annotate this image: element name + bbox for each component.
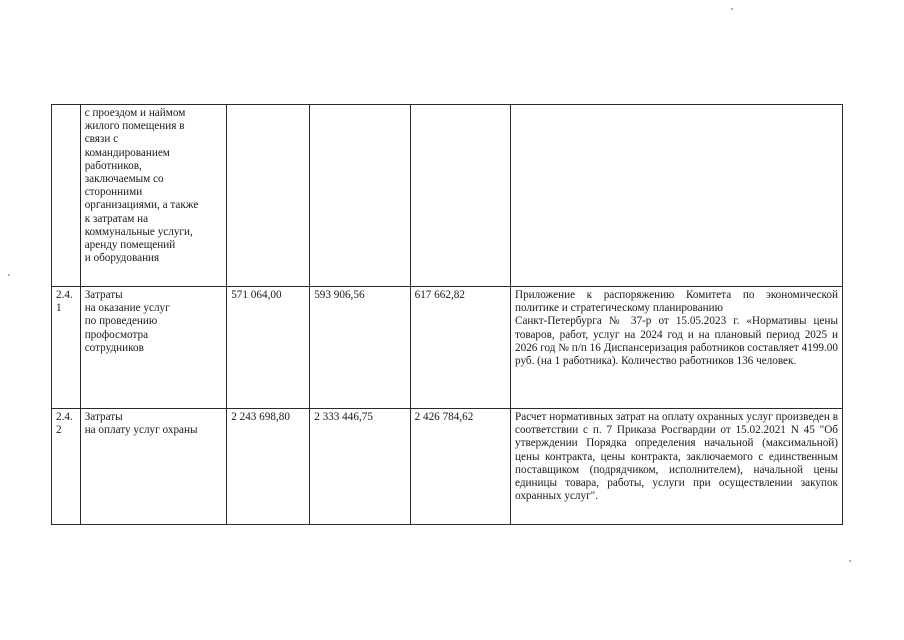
- cost-name-cell: Затраты на оплату услуг охраны: [80, 409, 227, 525]
- table-row: [52, 105, 843, 287]
- amount-2024-cell: 571 064,00: [227, 287, 310, 409]
- row-number-cell: [52, 105, 81, 287]
- scan-speck: [8, 274, 10, 276]
- amount-2026-cell: [410, 105, 510, 287]
- row-number-cell: 2.4.1: [52, 287, 81, 409]
- table-row: [52, 409, 843, 525]
- amount-2024-cell: 2 243 698,80: [227, 409, 310, 525]
- scan-speck: [849, 560, 851, 562]
- row-number-cell: 2.4.2: [52, 409, 81, 525]
- amount-2024-cell: [227, 105, 310, 287]
- basis-cell: [511, 105, 843, 287]
- basis-cell: Приложение к распоряжению Комитета по экономической политике и стратегическому планированию Санкт-Петербурга № 37-р от 15.05.2023 г. «Нормативы цены товаров, работ, услуг на 2024 год и на плановый период 2025 и 2026 год № п/п 16 Диспансеризация работников составляет 4199.00 руб. (на 1 работника). Количество работников 136 человек.: [511, 287, 843, 409]
- cost-norms-table: [51, 104, 843, 525]
- amount-2025-cell: [310, 105, 410, 287]
- amount-2026-cell: 2 426 784,62: [410, 409, 510, 525]
- scan-speck: [731, 8, 733, 10]
- basis-cell: Расчет нормативных затрат на оплату охранных услуг произведен в соответствии с п. 7 Приказа Росгвардии от 15.02.2021 N 45 "Об утверждении Порядка определения начальной (максимальной) цены контракта, цены контракта, заключаемого с единственным поставщиком (подрядчиком, исполнителем), начальной цены единицы товара, работы, услуги при осуществлении закупок охранных услуг".: [511, 409, 843, 525]
- amount-2025-cell: 593 906,56: [310, 287, 410, 409]
- cost-name-cell: с проездом и наймом жилого помещения в связи с командированием работников, заключаемым со сторонними организациями, а также к затратам на коммунальные услуги, аренду помещений и оборудования: [80, 105, 227, 287]
- cost-name-cell: Затраты на оказание услуг по проведению профосмотра сотрудников: [80, 287, 227, 409]
- amount-2026-cell: 617 662,82: [410, 287, 510, 409]
- amount-2025-cell: 2 333 446,75: [310, 409, 410, 525]
- table-row: [52, 287, 843, 409]
